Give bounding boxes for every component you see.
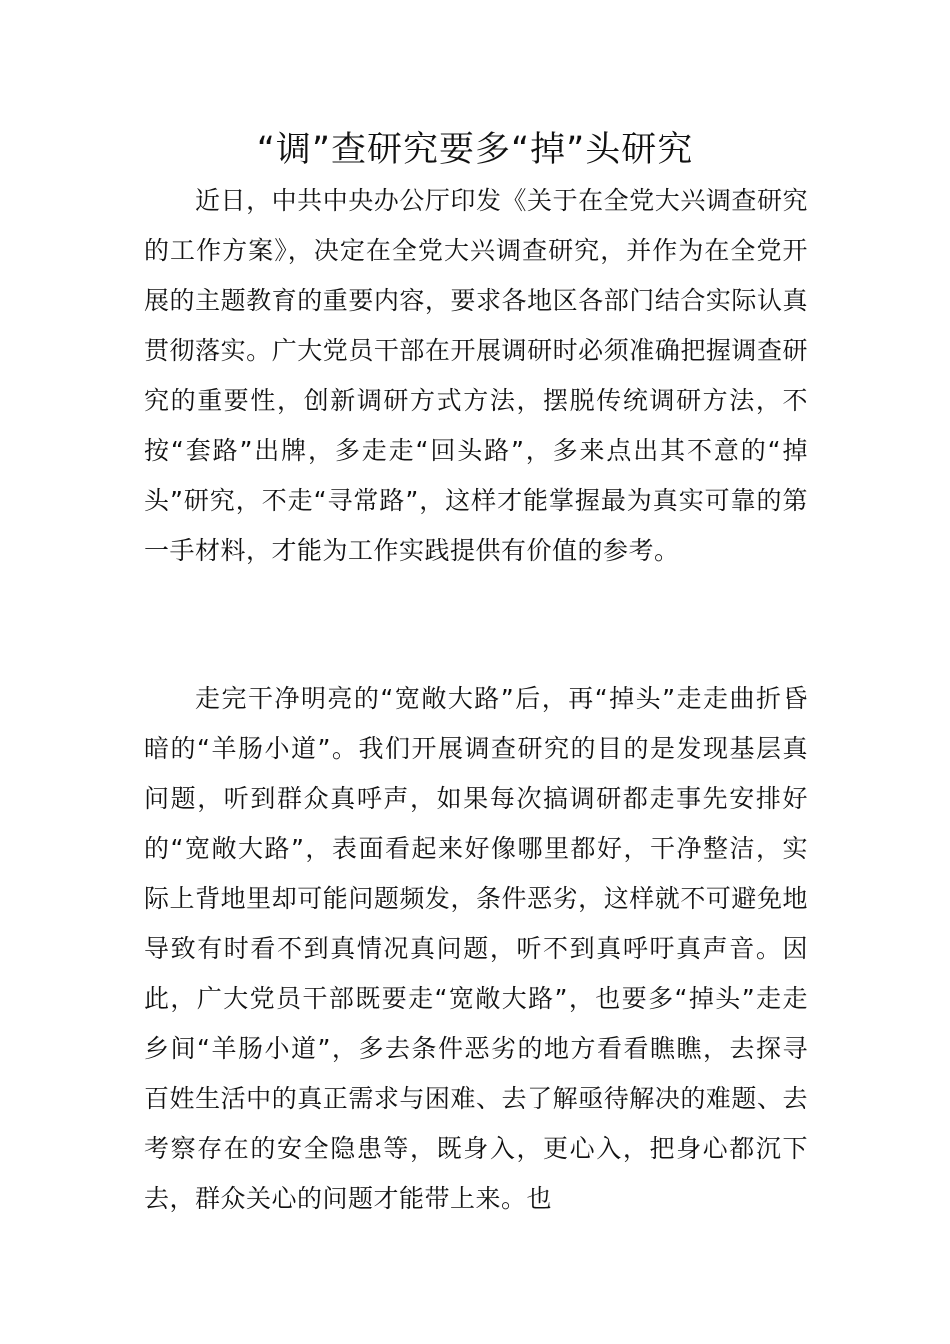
paragraph-1: 近日，中共中央办公厅印发《关于在全党大兴调查研究的工作方案》，决定在全党大兴调查研究，并作为在全党开展的主题教育的重要内容，要求各地区各部门结合实际认真贯彻落实。广大党员干部在开展调研时必须准确把握调查研究的重要性，创新调研方式方法，摆脱传统调研方法，不按“套路”出牌，多走走“回头路”，多来点出其不意的“掉头”研究，不走“寻常路”，这样才能掌握最为真实可靠的第一手材料，才能为工作实践提供有价值的参考。 <box>144 186 808 565</box>
paragraph-2-container <box>144 674 808 1224</box>
paragraph-1-container <box>144 176 808 576</box>
paragraph-2: 走完干净明亮的“宽敞大路”后，再“掉头”走走曲折昏暗的“羊肠小道”。我们开展调查研究的目的是发现基层真问题，听到群众真呼声，如果每次搞调研都走事先安排好的“宽敞大路”，表面看起来好像哪里都好，干净整洁，实际上背地里却可能问题频发，条件恶劣，这样就不可避免地导致有时看不到真情况真问题，听不到真呼吁真声音。因此，广大党员干部既要走“宽敞大路”，也要多“掉头”走走乡间“羊肠小道”，多去条件恶劣的地方看看瞧瞧，去探寻百姓生活中的真正需求与困难、去了解亟待解决的难题、去考察存在的安全隐患等，既身入，更心入，把身心都沉下去，群众关心的问题才能带上来。也 <box>144 684 808 1213</box>
document-title: “调”查研究要多“掉”头研究 <box>256 130 694 170</box>
